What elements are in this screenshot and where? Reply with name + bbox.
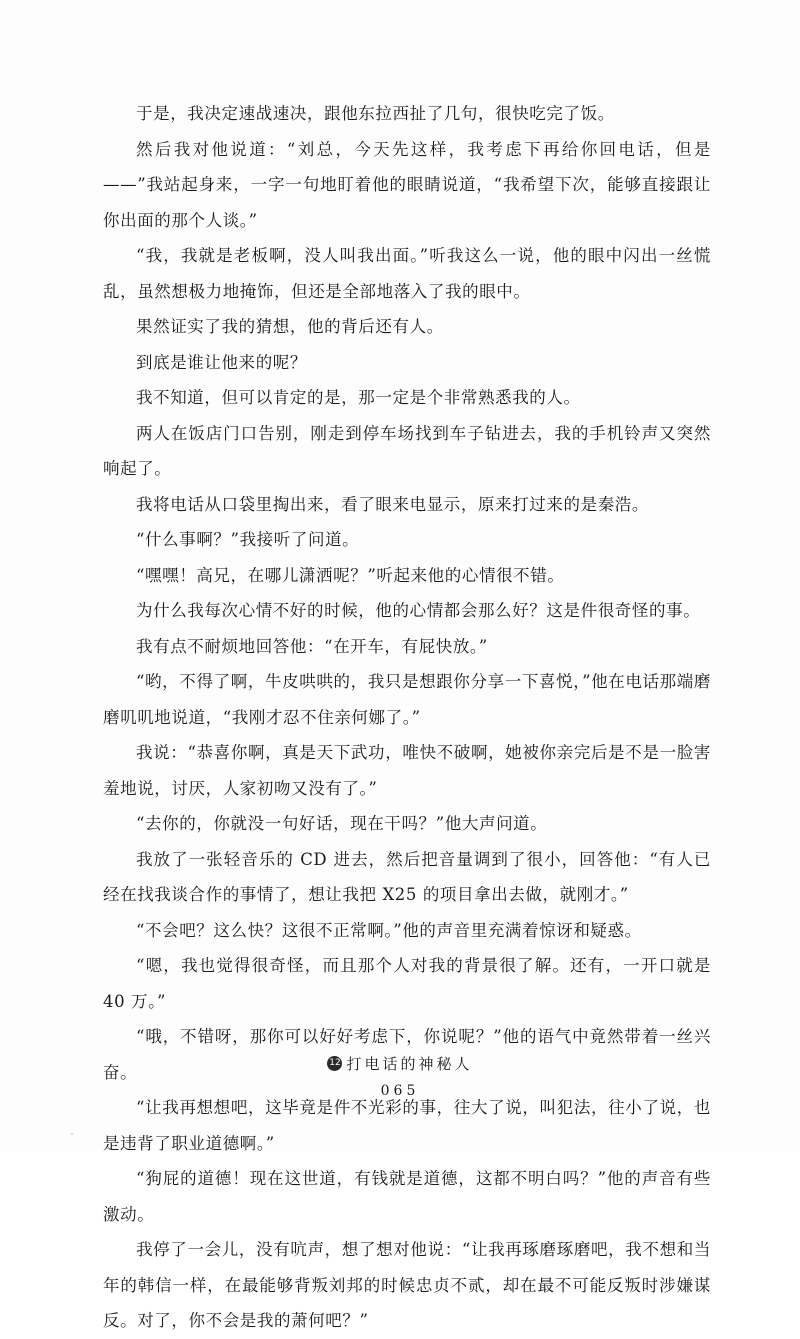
- chapter-number-badge: 12: [327, 1056, 342, 1071]
- paragraph: “哦，不错呀，那你可以好好考虑下，你说呢？”他的语气中竟然带着一丝兴奋。: [103, 1027, 711, 1082]
- paragraph: “不会吧？这么快？这很不正常啊。”他的声音里充满着惊讶和疑惑。: [136, 920, 642, 940]
- paragraph: 我说：“恭喜你啊，真是天下武功，唯快不破啊，她被你亲完后是不是一脸害羞地说，讨厌，人家初吻又没有了。”: [103, 743, 711, 798]
- paragraph: 两人在饭店门口告别，刚走到停车场找到车子钻进去，我的手机铃声又突然响起了。: [103, 423, 711, 478]
- paragraph: 于是，我决定速战速决，跟他东拉西扯了几句，很快吃完了饭。: [136, 104, 615, 123]
- paragraph: “嗯，我也觉得很奇怪，而且那个人对我的背景很了解。还有，一开口就是 40 万。”: [103, 956, 711, 1011]
- paragraph: “去你的，你就没一句好话，现在干吗？”他大声问道。: [136, 814, 548, 833]
- running-footer: [0, 1053, 800, 1074]
- paragraph: “嘿嘿！高兄，在哪儿潇洒呢？”听起来他的心情很不错。: [136, 565, 565, 585]
- paragraph: 为什么我每次心情不好的时候，他的心情都会那么好？这是件很奇怪的事。: [136, 601, 701, 620]
- paragraph: “哟，不得了啊，牛皮哄哄的，我只是想跟你分享一下喜悦，”他在电话那端磨磨叽叽地说道，“我刚才忍不住亲何娜了。”: [103, 672, 711, 727]
- paragraph: 我不知道，但可以肯定的是，那一定是个非常熟悉我的人。: [136, 388, 581, 407]
- scan-speck: [71, 1133, 73, 1135]
- paragraph: 然后我对他说道：“刘总，今天先这样，我考虑下再给你回电话，但是——”我站起身来，一字一句地盯着他的眼睛说道，“我希望下次，能够直接跟让你出面的那个人谈。”: [103, 139, 711, 230]
- paragraph: 果然证实了我的猜想，他的背后还有人。: [136, 317, 444, 336]
- paragraph: 我有点不耐烦地回答他：“在开车，有屁快放。”: [136, 636, 488, 656]
- paragraph: 我放了一张轻音乐的 CD 进去，然后把音量调到了很小，回答他：“有人已经在找我谈合作的事情了，想让我把 X25 的项目拿出去做，就刚才。”: [103, 849, 711, 904]
- paragraph: 我停了一会儿，没有吭声，想了想对他说：“让我再琢磨琢磨吧，我不想和当年的韩信一样，在最能够背叛刘邦的时候忠贞不贰，却在最不可能反叛时涉嫌谋反。对了，你不会是我的萧何吧？”: [103, 1240, 711, 1330]
- chapter-title: 打电话的神秘人: [346, 1055, 473, 1073]
- paragraph: “什么事啊？”我接听了问道。: [136, 530, 360, 549]
- paragraph: “我，我就是老板啊，没人叫我出面。”听我这么一说，他的眼中闪出一丝慌乱，虽然想极力地掩饰，但还是全部地落入了我的眼中。: [103, 246, 711, 301]
- page-number: 065: [380, 1083, 420, 1099]
- paragraph: “狗屁的道德！现在这世道，有钱就是道德，这都不明白吗？”他的声音有些激动。: [103, 1169, 711, 1224]
- body-text: [103, 96, 711, 1339]
- paragraph: 到底是谁让他来的呢？: [136, 352, 307, 372]
- paragraph: 我将电话从口袋里掏出来，看了眼来电显示，原来打过来的是秦浩。: [136, 494, 649, 514]
- paragraph: “让我再想想吧，这毕竟是件不光彩的事，往大了说，叫犯法，往小了说，也是违背了职业道德啊。”: [103, 1098, 711, 1153]
